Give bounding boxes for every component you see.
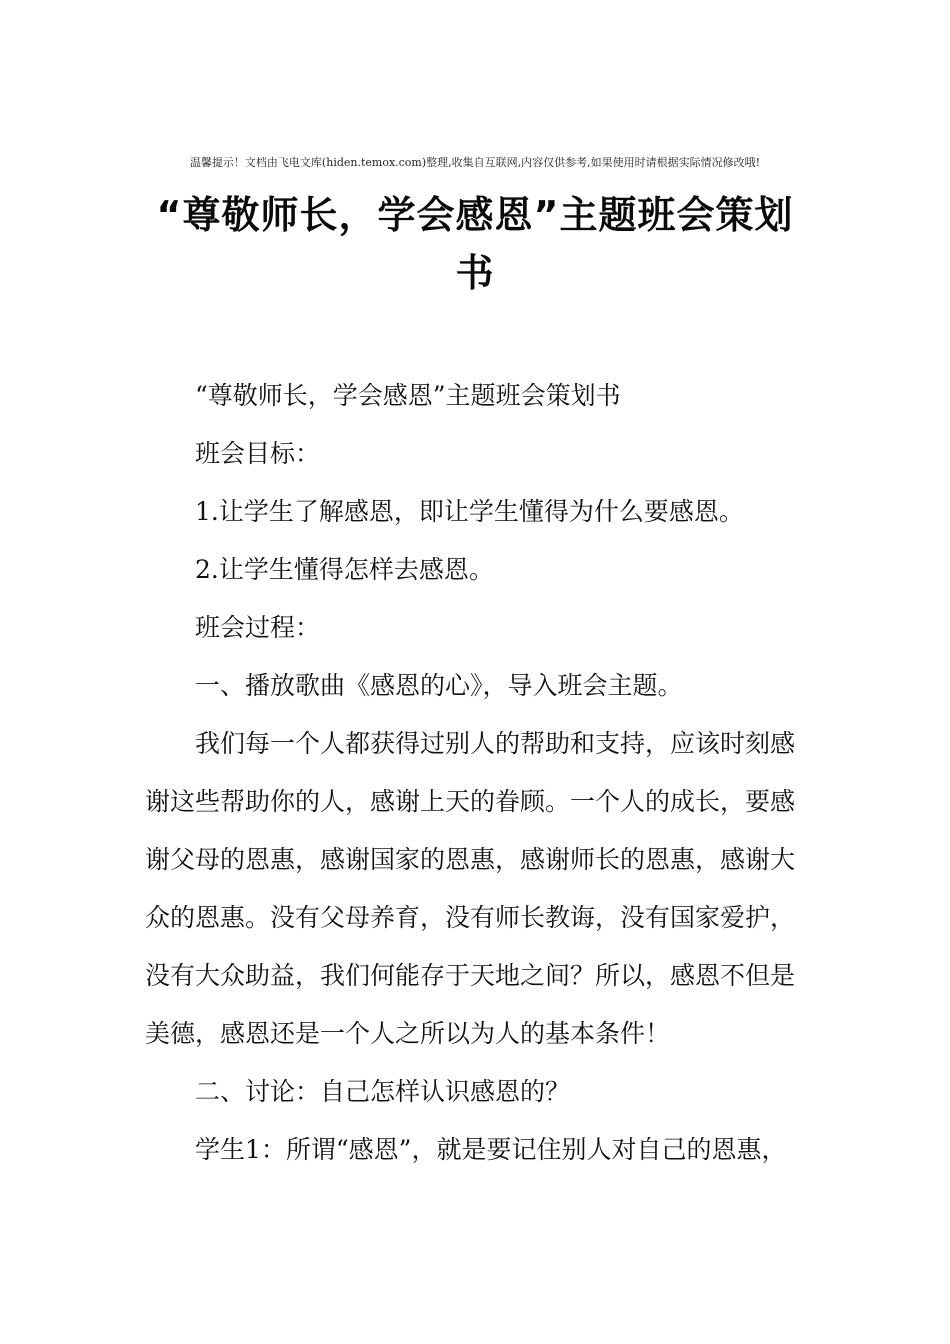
paragraph-intro: 我们每一个人都获得过别人的帮助和支持，应该时刻感谢这些帮助你的人，感谢上天的眷顾。一个人的成长，要感谢父母的恩惠，感谢国家的恩惠，感谢师长的恩惠，感谢大众的恩惠。没有父母养育，没有师长教诲，没有国家爱护，没有大众助益，我们何能存于天地之间？所以，感恩不但是美德，感恩还是一个人之所以为人的基本条件！ (145, 729, 796, 1048)
paragraph-subtitle: “尊敬师长，学会感恩”主题班会策划书 (195, 381, 621, 410)
header-notice: 温馨提示！文档由飞电文库(hiden.temox.com)整理,收集自互联网,内容仅供参考,如果使用时请根据实际情况修改哦! (189, 156, 761, 169)
document-title: “尊敬师长，学会感恩”主题班会策划书 (156, 193, 794, 295)
paragraph-step-2: 二、讨论：自己怎样认识感恩的？ (195, 1077, 571, 1106)
document-body (145, 367, 815, 1179)
paragraph-goal-heading: 班会目标： (195, 439, 321, 468)
paragraph-student-1: 学生1：所谓“感恩”，就是要记住别人对自己的恩惠， (195, 1135, 787, 1164)
paragraph-goal-1: 1.让学生了解感恩，即让学生懂得为什么要感恩。 (195, 497, 744, 526)
paragraph-goal-2: 2.让学生懂得怎样去感恩。 (195, 555, 494, 584)
paragraph-process-heading: 班会过程： (195, 613, 321, 642)
paragraph-step-1: 一、播放歌曲《感恩的心》，导入班会主题。 (195, 671, 683, 700)
